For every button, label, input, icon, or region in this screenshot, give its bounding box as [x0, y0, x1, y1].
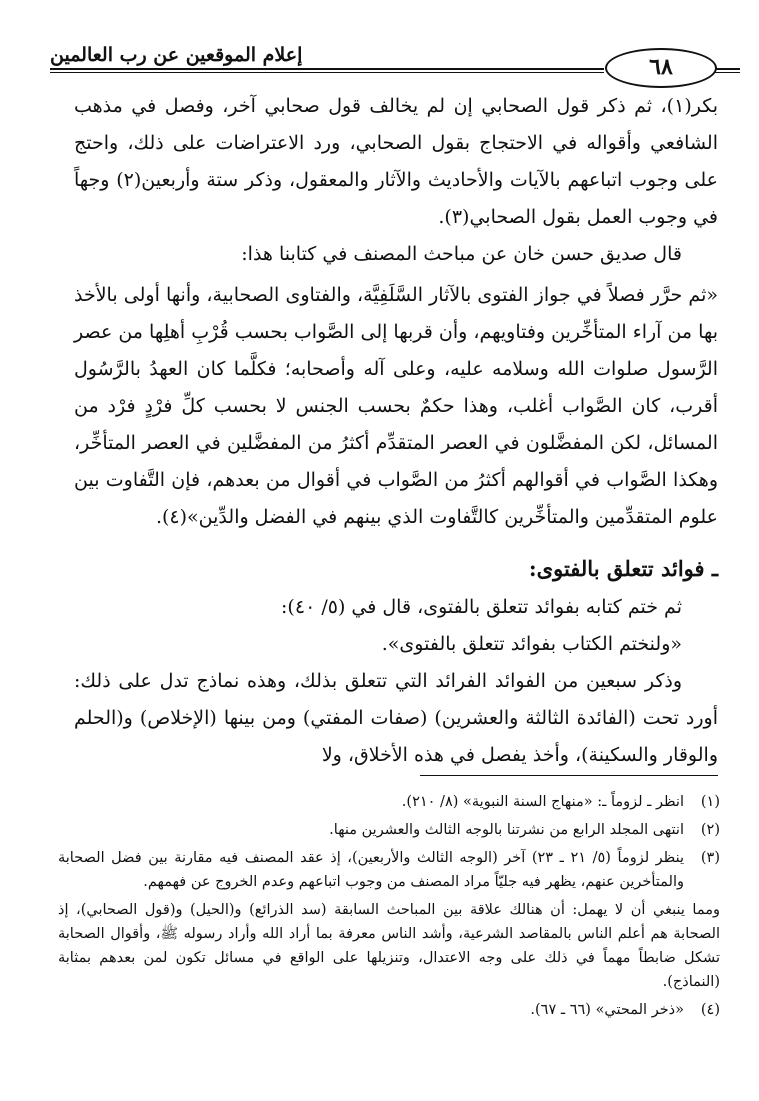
- footnote-4: [58, 998, 720, 1022]
- page-header: [50, 38, 740, 86]
- running-title: إعلام الموقعين عن رب العالمين: [50, 44, 303, 66]
- footnote-number: (٤): [700, 1002, 720, 1018]
- paragraph-5: «ولنختم الكتاب بفوائد تتعلق بالفتوى».: [381, 633, 682, 655]
- footnote-number: (٣): [700, 850, 720, 866]
- quote-paragraph: «ثم حرَّر فصلاً في جواز الفتوى بالآثار السَّلَفِيَّة، والفتاوى الصحابية، وأنها أولى بالأخذ بها من آراء المتأخِّرين وفتاويهم، وأن قربها إلى الصَّواب بحسب قُرْبِ أهلِها من عصر الرَّسول صلوات الله وسلامه عليه، وعلى آله وأصحابه؛ فكلَّما كان العهدُ بالرَّسُول أقرب، كان الصَّواب أغلب، وهذا حكمٌ بحسب الجنس لا بحسب كلِّ فرْدٍ فرْد من المسائل، لكن المفضَّلون في العصر المتقدِّم أكثرُ من المفضَّلين في العصر المتأخِّر، وهكذا الصَّواب في أقوالهم أكثرُ من الصَّواب في أقوال من بعدهم، فإن التَّفاوت بين علوم المتقدِّمين والمتأخِّرين كالتَّفاوت الذي بينهم في الفضل والدِّين»(٤).: [74, 284, 718, 528]
- header-rule-right: [715, 68, 740, 70]
- footnote-3-continuation: ومما ينبغي أن لا يهمل: أن هنالك علاقة بين المباحث السابقة (سد الذرائع) و(الحيل) و(قول الصحابي)، إذ الصحابة هم أعلم الناس بالمقاصد الشرعية، وأشد الناس معرفة بما أراد الله وأراد رسوله ﷺ، وأقوال الصحابة تشكل ضابطاً مهماً في ذلك على وجه الاعتدال، وتنزيلها على الواقع في مسائل تكون لمن بعدهم بمثابة (النماذج).: [58, 902, 720, 990]
- footnote-1: [58, 790, 720, 814]
- footnote-number: (٢): [700, 822, 720, 838]
- paragraph-2: قال صديق حسن خان عن مباحث المصنف في كتابنا هذا:: [241, 243, 682, 265]
- paragraph-6: وذكر سبعين من الفوائد الفرائد التي تتعلق بذلك، وهذه نماذج تدل على ذلك: أورد تحت (الفائدة الثالثة والعشرين) (صفات المفتي) ومن بينها (الإخلاص) و(الحلم والوقار والسكينة)، وأخذ يفصل في هذه الأخلاق، ولا: [74, 670, 718, 766]
- footnote-separator: [420, 775, 718, 776]
- header-rule-thin: [50, 72, 604, 73]
- header-rule-right-thin: [715, 72, 740, 73]
- footnote-number: (١): [700, 794, 720, 810]
- footnote-text: «ذخر المحتي» (٦٦ ـ ٦٧).: [530, 1002, 684, 1018]
- footnotes: [58, 790, 720, 1026]
- footnote-2: [58, 818, 720, 842]
- page-number: ٦٨: [605, 48, 717, 88]
- footnote-text: انظر ـ لزوماً ـ: «منهاج السنة النبوية» (٨/ ٢١٠).: [401, 794, 684, 810]
- paragraph-1: بكر(١)، ثم ذكر قول الصحابي إن لم يخالف قول صحابي آخر، وفصل في مذهب الشافعي وأقواله في الاحتجاج بقول الصحابي، ورد الاعتراضات على ذلك، واحتج على وجوب اتباعهم بالآيات والأحاديث والآثار والمعقول، وذكر ستة وأربعين(٢) وجهاً في وجوب العمل بقول الصحابي(٣).: [74, 95, 718, 228]
- footnote-text: ينظر لزوماً (٥/ ٢١ ـ ٢٣) آخر (الوجه الثالث والأربعين)، إذ عقد المصنف فيه مقارنة بين فضل الصحابة والمتأخرين عنهم، يظهر فيه جليّاً مراد المصنف من وجوب اتباعهم وعدم الخروج عن فهمهم.: [58, 850, 684, 890]
- paragraph-4: ثم ختم كتابه بفوائد تتعلق بالفتوى، قال في (٥/ ٤٠):: [281, 596, 682, 618]
- footnote-3: [58, 846, 720, 894]
- header-rule: [50, 68, 604, 70]
- footnote-text: انتهى المجلد الرابع من نشرتنا بالوجه الثالث والعشرين منها.: [329, 822, 684, 838]
- main-text: [74, 88, 718, 774]
- section-heading: ـ فوائد تتعلق بالفتوى:: [528, 556, 718, 581]
